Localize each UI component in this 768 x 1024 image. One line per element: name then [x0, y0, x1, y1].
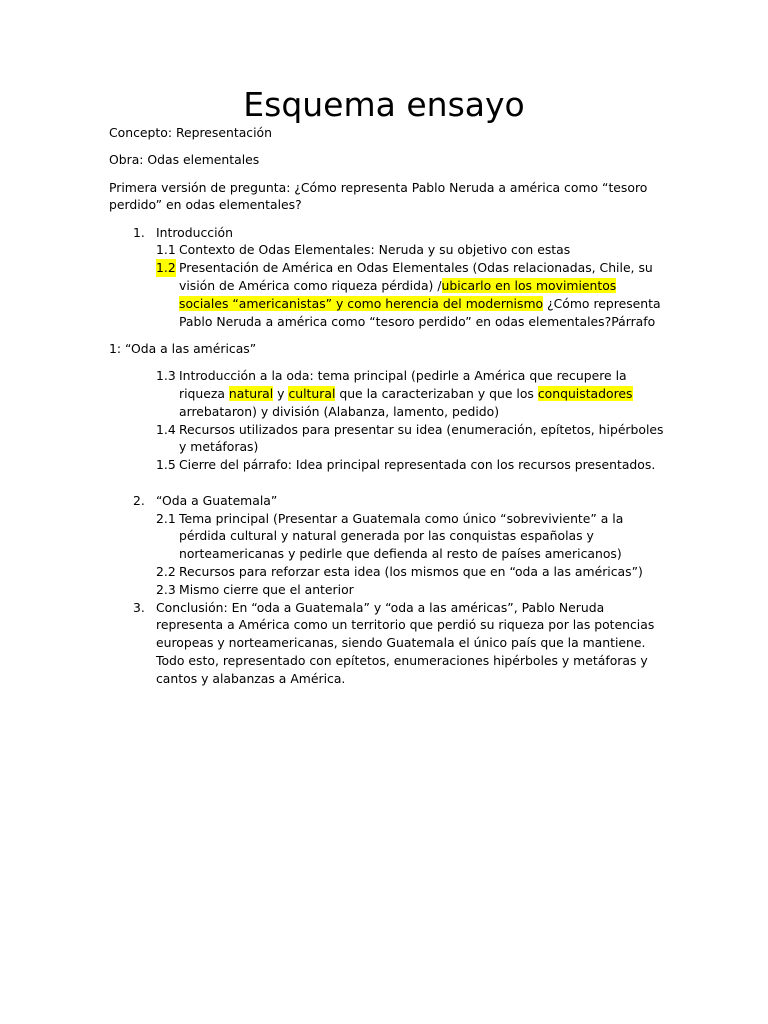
highlighted-text: conquistadores — [537, 386, 633, 402]
list-item-label: Introducción — [156, 224, 233, 240]
sublist-number: 2.2 — [156, 564, 176, 580]
sublist-item-1-3 — [109, 367, 664, 420]
sublist-item-1-2 — [109, 259, 664, 330]
sublist-text: y — [273, 386, 289, 402]
sublist-text: Introducción a la oda: tema principal (pedirle a América que recupere la riqueza — [179, 368, 627, 402]
list-number: 1. — [133, 224, 145, 240]
pregunta-paragraph: Primera versión de pregunta: ¿Cómo representa Pablo Neruda a américa como “tesoro perdido” en odas elementales? — [109, 179, 648, 213]
list-item-oda-guatemala — [109, 492, 664, 510]
list-number: 3. — [133, 599, 145, 615]
document-body — [109, 124, 664, 688]
sublist-item-1-4 — [109, 421, 664, 457]
list-number: 2. — [133, 492, 145, 508]
sublist-text: Recursos para reforzar esta idea (los mismos que en “oda a las américas”) — [179, 564, 643, 580]
sublist-number: 1.2 — [156, 260, 176, 276]
sublist-number: 1.1 — [156, 242, 176, 258]
sublist-text: Presentación de América en Odas Elementales (Odas relacionadas, Chile, su visión de América como riqueza pérdida) / — [179, 260, 653, 294]
sublist-item-1-1 — [109, 241, 664, 259]
sublist-text: ¿Cómo representa Pablo Neruda a américa como “tesoro perdido” en odas elementales?Párrafo — [179, 295, 661, 329]
sublist-number: 2.1 — [156, 510, 176, 526]
sublist-number: 2.3 — [156, 581, 176, 597]
sublist-item-1-5 — [109, 456, 664, 474]
highlighted-text: ubicarlo en los movimientos sociales “americanistas” y como herencia del modernismo — [179, 278, 617, 311]
obra-line: Obra: Odas elementales — [109, 152, 260, 168]
sublist-text: Recursos utilizados para presentar su idea (enumeración, epítetos, hipérboles y metáforas) — [179, 421, 664, 455]
sublist-item-2-3 — [109, 581, 664, 599]
list-item-text: Conclusión: En “oda a Guatemala” y “oda a las américas”, Pablo Neruda representa a América como un territorio que perdió su riqueza por las potencias europeas y norteamericanas, siendo Guatemala el único país que la mantiene. Todo esto, representado con epítetos, enumeraciones hipérboles y metáforas y cantos y alabanzas a América. — [156, 599, 655, 686]
sublist-text: Contexto de Odas Elementales: Neruda y su objetivo con estas — [179, 242, 571, 258]
sublist-number: 1.5 — [156, 457, 176, 473]
highlighted-text: cultural — [288, 386, 336, 402]
sublist-number: 1.3 — [156, 368, 176, 384]
list-item-conclusion — [109, 599, 664, 688]
sublist-item-2-2 — [109, 563, 664, 581]
concepto-line: Concepto: Representación — [109, 125, 272, 140]
list-item-introduccion — [109, 224, 664, 242]
sublist-item-2-1 — [109, 510, 664, 563]
parrafo-heading: 1: “Oda a las américas” — [109, 340, 257, 356]
list-item-label: “Oda a Guatemala” — [156, 492, 278, 508]
sublist-text: Tema principal (Presentar a Guatemala como único “sobreviviente” a la pérdida cultural y natural generada por las conquistas españolas y norteamericanas y pedirle que defienda al resto de países americanos) — [179, 510, 624, 562]
sublist-number: 1.4 — [156, 421, 176, 437]
sublist-text: Cierre del párrafo: Idea principal representada con los recursos presentados. — [179, 457, 656, 473]
sublist-text: que la caracterizaban y que los — [335, 386, 538, 402]
sublist-text: arrebataron) y división (Alabanza, lamento, pedido) — [179, 403, 500, 419]
highlighted-text: natural — [228, 386, 274, 402]
document-title: Esquema ensayo — [243, 85, 525, 124]
sublist-text: Mismo cierre que el anterior — [179, 581, 354, 597]
